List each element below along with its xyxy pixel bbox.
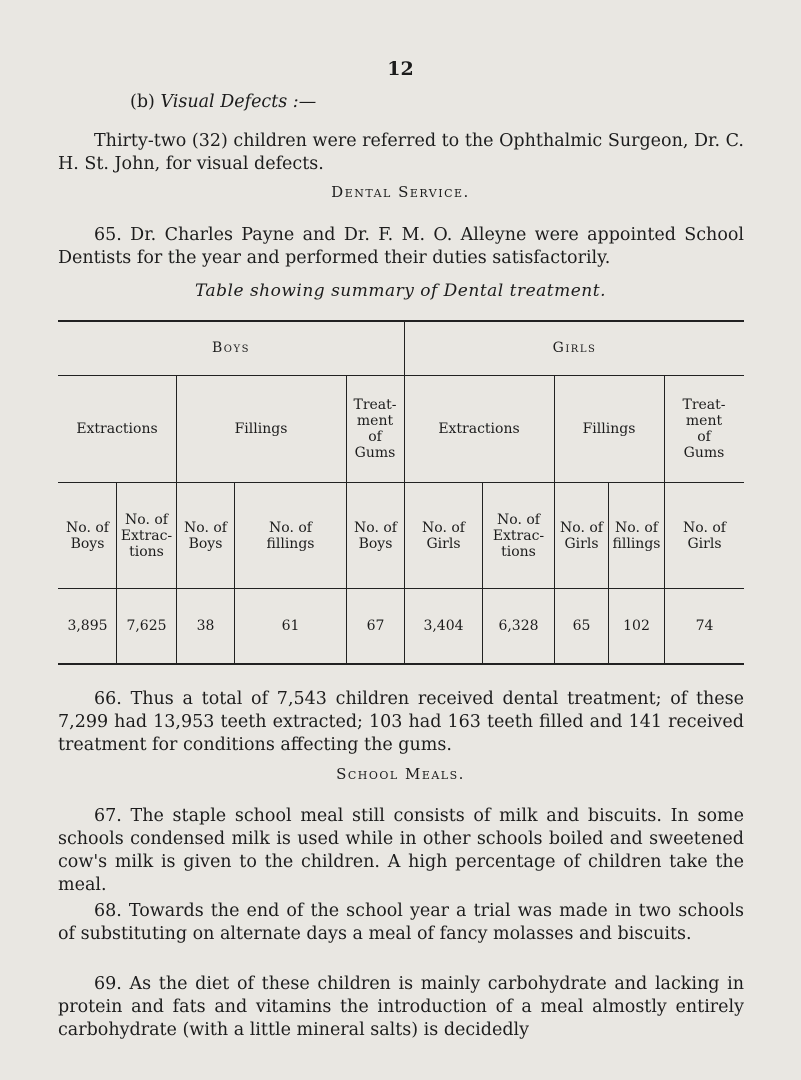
table-value: 7,625: [126, 618, 167, 634]
dental-service-heading: Dental Service.: [331, 183, 470, 201]
table-value: 61: [281, 618, 300, 634]
paragraph-66: 66. Thus a total of 7,543 children received dental treatment; of these 7,299 had 13,953 teeth extracted; 103 had 163 teeth filled and 141 received treatment for conditions affecting the gums.: [58, 689, 744, 755]
visual-defects-label: (b): [130, 92, 155, 112]
paragraph-68: 68. Towards the end of the school year a trial was made in two schools of substituting on alternate days a meal of fancy molasses and biscuits.: [58, 901, 744, 944]
group-header-boys: Boys: [212, 339, 250, 356]
table-value: 6,328: [498, 618, 539, 634]
table-value: 67: [366, 618, 385, 634]
table-value: 74: [695, 618, 714, 634]
table-value: 38: [196, 618, 215, 634]
column-header: No. of Girls: [422, 519, 465, 552]
subheader-boys-extractions: Extractions: [76, 421, 158, 437]
subheader-girls-extractions: Extractions: [438, 421, 520, 437]
paragraph-65: 65. Dr. Charles Payne and Dr. F. M. O. Alleyne were appointed School Dentists for the year and performed their duties satisfactorily.: [58, 225, 744, 268]
column-header: No. of Boys: [354, 519, 397, 552]
visual-defects-paragraph: Thirty-two (32) children were referred to the Ophthalmic Surgeon, Dr. C. H. St. John, for visual defects.: [58, 131, 744, 174]
page-number: 12: [387, 58, 414, 80]
subheader-girls-fillings: Fillings: [582, 421, 636, 437]
column-header: No. of Extrac- tions: [492, 511, 545, 560]
column-header: No. of fillings: [612, 519, 661, 552]
column-header: No. of Extrac- tions: [120, 511, 173, 560]
subheader-boys-gums: Treat- ment of Gums: [353, 397, 397, 461]
table-value: 65: [572, 618, 591, 634]
column-header: No. of Girls: [683, 519, 726, 552]
table-value: 3,404: [423, 618, 464, 634]
table-value: 3,895: [67, 618, 108, 634]
visual-defects-title: Visual Defects :—: [160, 92, 317, 112]
subheader-boys-fillings: Fillings: [234, 421, 288, 437]
paragraph-69: 69. As the diet of these children is mainly carbohydrate and lacking in protein and fats and vitamins the introduction of a meal almostly entirely carbohydrate (with a little mineral salts) is decidedly: [58, 974, 744, 1040]
column-header: No. of Boys: [184, 519, 227, 552]
table-value: 102: [623, 618, 650, 634]
column-header: No. of Boys: [66, 519, 109, 552]
column-header: No. of fillings: [266, 519, 315, 552]
column-header: No. of Girls: [560, 519, 603, 552]
subheader-girls-gums: Treat- ment of Gums: [682, 397, 726, 461]
table-bottom-rule: [58, 663, 744, 665]
group-header-girls: Girls: [552, 339, 597, 356]
school-meals-heading: School Meals.: [336, 765, 465, 783]
paragraph-67: 67. The staple school meal still consists of milk and biscuits. In some schools condensed milk is used while in other schools boiled and sweetened cow's milk is given to the children. A high percentage of children take the meal.: [58, 806, 744, 895]
dental-treatment-table: [58, 320, 744, 665]
table-caption: Table showing summary of Dental treatment.: [195, 281, 606, 301]
visual-defects-heading: [130, 92, 316, 112]
